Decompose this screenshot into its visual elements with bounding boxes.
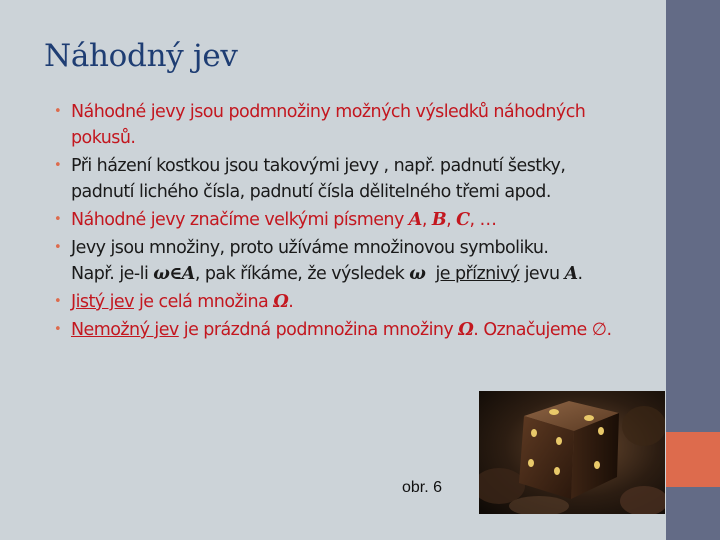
bullet-end: . Označujeme ∅. [473,320,612,340]
bullet-text: , pak říkáme, že výsledek [194,264,410,284]
sidebar-accent-block [666,432,720,487]
symbol-a: A [408,210,422,230]
bullet-item-5 [54,289,666,315]
bullet-dot-icon: • [54,294,62,309]
symbol-a: A [564,264,578,284]
bullet-text: pokusů. [71,128,136,148]
dice-photo [479,391,665,514]
bullet-end: . [288,292,294,312]
bullet-text: Jevy jsou množiny, proto užíváme množinovou symboliku. [71,238,549,258]
slide-title: Náhodný jev [44,38,238,74]
separator: , [446,210,457,230]
bullet-text: je celá množina [133,292,274,312]
bullet-text: Náhodné jevy značíme velkými písmeny [71,210,409,230]
blurred-die [622,406,665,446]
bullet-dot-icon: • [54,240,62,255]
bullet-dot-icon: • [54,158,62,173]
symbol-c: C [456,210,470,230]
bullet-item-1 [54,99,666,151]
bullet-text: Např. je-li [71,264,154,284]
term-certain-event: Jistý jev [71,292,134,312]
bullet-dot-icon: • [54,104,62,119]
bullet-item-4 [54,235,666,287]
symbol-b: B [431,210,447,230]
bullet-text: padnutí lichého čísla, padnutí čísla dělitelného třemi apod. [71,182,551,202]
term-impossible-event: Nemožný jev [71,320,179,340]
bullet-text: jevu [519,264,565,284]
symbol-omega-in-a: ω∈A [153,264,195,284]
term-favorable: je příznivý [435,264,520,284]
symbol-omega: ω [409,264,426,284]
spacer [425,264,435,284]
bullet-text: je prázdná podmnožina množiny [178,320,459,340]
bullet-dot-icon: • [54,322,62,337]
symbol-omega-set: Ω [273,292,289,312]
bullet-text: Při házení kostkou jsou takovými jevy , např. padnutí šestky, [71,156,566,176]
bullet-dot-icon: • [54,212,62,227]
bullet-item-6 [54,317,666,343]
bullet-item-2 [54,153,666,205]
bullet-tail: , … [469,210,497,230]
symbol-omega-set: Ω [458,320,474,340]
bullet-item-3 [54,207,666,233]
bullet-list [54,99,666,345]
image-caption: obr. 6 [402,479,443,496]
separator: , [421,210,432,230]
bullet-end: . [577,264,583,284]
bullet-text: Náhodné jevy jsou podmnožiny možných výsledků náhodných [71,102,586,122]
